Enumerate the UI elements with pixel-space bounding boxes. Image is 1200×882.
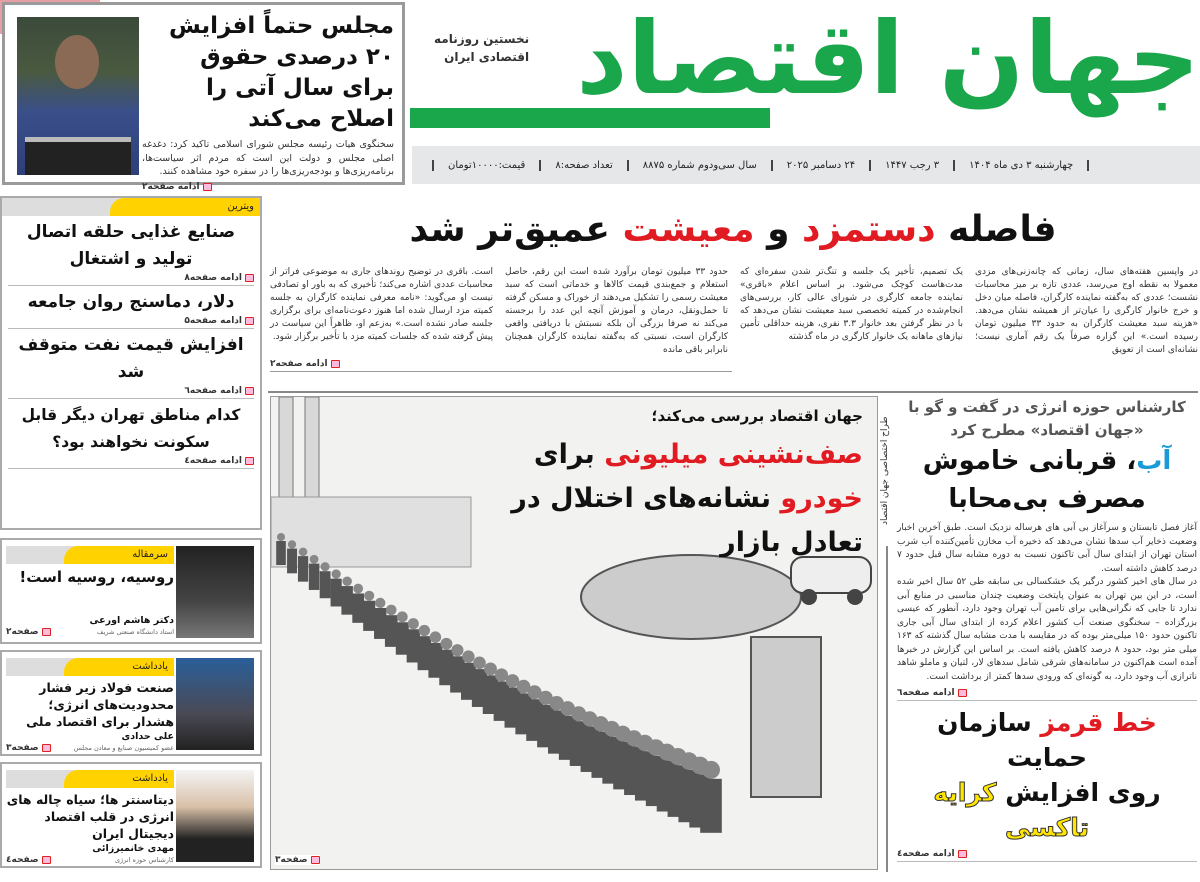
date-gregorian: ۲۴ دسامبر ۲۰۲۵	[771, 160, 869, 171]
date-hijri: ۳ رجب ۱۴۴۷	[869, 160, 953, 171]
logo-text: جهان اقتصاد	[576, 0, 1200, 117]
page-count: تعداد صفحه:۸	[539, 160, 626, 171]
water-story[interactable]	[897, 396, 1197, 862]
opinion-box[interactable]	[0, 650, 262, 756]
top-story-lead: سخنگوی هیات رئیسه مجلس شورای اسلامی تاکید کرد: دغدغه اصلی مجلس و دولت این است که مردم اثر سیاست‌ها، برنامه‌ریزی‌ها و بودجه‌ریزی‌ها را در سفره خود مشاهده کنند.	[142, 139, 394, 177]
crowd-figure-head	[484, 662, 497, 675]
author-name: مهدی خانمیرزائی	[92, 843, 174, 854]
cartoon-story[interactable]	[270, 396, 878, 870]
continue-link[interactable]: ادامه صفحه٦	[897, 688, 1197, 701]
crowd-figure-body	[287, 549, 297, 574]
page-icon	[245, 317, 254, 325]
author-role: استاد دانشگاه صنعتی شریف	[96, 627, 174, 636]
crowd-figure-body	[331, 579, 342, 607]
continue-link[interactable]: ادامه صفحه۸	[8, 273, 254, 286]
continue-link[interactable]: صفحه٤	[6, 855, 51, 865]
crowd-figure-head	[342, 577, 352, 587]
section-tab: سرمقاله	[6, 546, 174, 564]
crowd-figure-head	[451, 644, 463, 656]
story-body: آغاز فصل تابستان و سرآغاز بی آبی های هرساله نزدیک است. طبق آخرین اخبار وضعیت ذخایر آب سدها نشان می‌دهد که ذخیره آب مخازن تأمین‌کننده آب شرب استان تهران از ابتدای سال آبی تاکنون نسبت به دوره مشابه سال قبل حدود ۷ درصد کاهش داشته است.	[897, 523, 1197, 574]
page-icon	[42, 628, 51, 636]
crowd-figure-head	[419, 625, 430, 636]
vitrin-box	[0, 196, 262, 530]
author-photo	[176, 658, 254, 750]
article-column: است. باقری در توضیح روندهای جاری به موضوعی فراتر از محاسبات عددی اشاره می‌کند؛ تأخیری که به باور او تصادفی نیست او می‌گوید: «نامه معرفی نماینده کارگران به جلسه کمیته مزد ارسال شده اما هنوز دعوت‌نامه‌ای برای برگزاری جلسه صادر نشده است.» به‌زعم او، ظاهراً این سیاست در پیش گرفته شده که جلسات کمیته مزد با تأخیر برگزار شود.	[270, 267, 493, 342]
divider	[268, 391, 1198, 393]
page-icon	[245, 457, 254, 465]
crowd-figure-head	[277, 533, 285, 541]
crowd-figure-head	[440, 638, 452, 650]
page-icon	[203, 183, 212, 191]
opinion-text	[6, 658, 174, 753]
page-icon	[245, 274, 254, 282]
main-article-columns	[270, 266, 1198, 357]
vitrin-item[interactable]: صنایع غذایی حلقه اتصال تولید و اشتغال	[26, 222, 236, 269]
continue-link[interactable]: ادامه صفحه۲	[270, 359, 732, 372]
price: قیمت:۱۰۰۰۰تومان	[432, 160, 539, 171]
page-icon	[245, 387, 254, 395]
crowd-figure-head	[288, 540, 296, 548]
continue-link[interactable]: ادامه صفحه۵	[8, 316, 254, 329]
main-article	[270, 266, 1198, 372]
page-icon	[958, 850, 967, 858]
page-icon	[331, 360, 340, 368]
opinion-title[interactable]: روسیه، روسیه است!	[19, 568, 174, 586]
article-column: یک تصمیم، تأخیر یک جلسه و تنگ‌تر شدن سفره‌ای که مدت‌هاست کوچک می‌شود. بر اساس اعلام «باقری» نماینده جامعه کارگری در شورای عالی کار، بررسی‌های انجام‌شده در کمیته تخصصی سبد معیشت نشان می‌دهد که با در نظر گرفتن بعد خانوار ۳.۳ نفری، هزینه حداقلی تأمین نیازهای ماهانه یک خانوار کارگری در ماه گذشته	[740, 267, 963, 342]
crowd-figure-head	[321, 562, 330, 571]
author-photo	[176, 546, 254, 638]
issue-number: سال سی‌ودوم شماره ۸۸۷۵	[627, 160, 771, 171]
crowd-figure-body	[385, 615, 398, 647]
top-story[interactable]	[2, 2, 405, 192]
crowd-figure-head	[430, 631, 442, 643]
crowd-figure-body	[700, 779, 722, 833]
continue-link[interactable]: صفحه۲	[6, 627, 51, 637]
crowd-figure-head	[473, 657, 486, 670]
masthead-logo	[410, 0, 1200, 140]
crowd-figure-head	[353, 584, 363, 594]
cartoon-credit: طراح اختصاصی جهان اقتصاد	[880, 396, 895, 546]
taxi-story-title[interactable]: خط قرمز سازمان حمایت روی افزایش کرایه تاکسی	[933, 708, 1161, 842]
section-tab: یادداشت	[6, 658, 174, 676]
story-body: در سال های اخیر کشور درگیر یک خشکسالی بی سابقه طی ۵۲ سال اخیر شده است، در این بین تهران به عنوان پایتخت وضعیت چندان مناسبی در منابع آبی ندارد تا جایی که نگرانی‌هایی برای تامین آب تهران وجود دارد، آنطور که عیسی بزرگزاده – سخنگوی صنعت آب کشور اعلام کرده از ابتدای سال آبی جاری تاکنون حدود ۱۵۰ میلی‌متر بوده که در مقایسه با مدت مشابه سال گذشته که ۱۶۳ میلی متر بود، حدود ۸ درصد کاهش یافته است. بر اساس این گزارش در خبرها آمده است هم‌اکنون در سامانه‌های شرقی شامل سدهای لار، لتیان و ماملو شاهد ناترازی آب وجود دارد، به گونه‌ای که ورودی سدها کمتر از برداشت است.	[897, 577, 1197, 682]
continue-link[interactable]: ادامه صفحه٦	[8, 386, 254, 399]
vitrin-item[interactable]: دلار، دماسنج روان جامعه	[27, 292, 235, 312]
cartoon-title[interactable]: صف‌نشینی میلیونی برای خودرو نشانه‌های اختلال در تعادل بازار	[511, 439, 863, 558]
opinion-title[interactable]: صنعت فولاد زیر فشار محدودیت‌های انرژی؛ هشدار برای اقتصاد ملی	[26, 680, 174, 729]
author-name: علی حدادی	[121, 731, 174, 742]
crowd-figure-head	[408, 618, 419, 629]
opinion-text	[6, 546, 174, 637]
story-kicker: کارشناس حوزه انرژی در گفت و گو با «جهان اقتصاد» مطرح کرد	[908, 398, 1186, 439]
section-tab: یادداشت	[6, 770, 174, 788]
crowd-figure-body	[276, 541, 286, 565]
opinion-title[interactable]: دیتاسنتر ها؛ سیاه چاله های انرژی در قلب اقتصاد دیجیتال ایران	[6, 792, 174, 841]
page-icon	[311, 856, 320, 864]
opinion-box[interactable]	[0, 538, 262, 644]
cartoon-kicker: جهان اقتصاد بررسی می‌کند؛	[651, 407, 863, 425]
continue-link[interactable]: صفحه۳	[6, 743, 51, 753]
article-column: حدود ۳۳ میلیون تومان برآورد شده است این رقم، حاصل استعلام و جمع‌بندی قیمت کالاها و خدماتی است که سبد معیشت رسمی را تشکیل می‌دهند از خوراک و مسکن گرفته تا حمل‌ونقل، درمان و آموزش آنچه این عدد را برجسته می‌کند نه صرفا بزرگی آن بلکه نسبتش با دریافتی واقعی کارگران است، نسبتی که به‌گفته نماینده کارگران همچنان نابرابر باقی مانده	[505, 267, 728, 355]
author-name: دکتر هاشم اورعی	[89, 615, 174, 626]
opinion-text	[6, 770, 174, 865]
crowd-figure-body	[309, 564, 320, 590]
top-story-photo	[17, 17, 139, 175]
tagline	[434, 30, 529, 66]
crowd-figure-head	[299, 548, 308, 557]
crowd-figure-body	[298, 556, 308, 582]
crowd-figure-head	[364, 591, 374, 601]
crowd-figure-head	[702, 761, 720, 779]
date-bar	[412, 146, 1200, 184]
crowd-figure-body	[363, 601, 375, 631]
author-role: کارشناس حوزه انرژی	[114, 855, 174, 864]
crowd-figure-body	[352, 593, 364, 622]
crowd-figure-body	[374, 608, 386, 639]
crowd-figure-head	[397, 611, 408, 622]
story-title[interactable]: آب، قربانی خاموش مصرف بی‌محابا	[922, 446, 1172, 514]
crowd-figure-head	[331, 569, 340, 578]
tagline-line: اقتصادی ایران	[444, 50, 530, 64]
continue-link[interactable]: ادامه صفحه٤	[897, 849, 1197, 862]
vitrin-item[interactable]: کدام مناطق تهران دیگر قابل سکونت نخواهند بود؟	[21, 406, 241, 451]
page-icon	[42, 744, 51, 752]
top-story-title[interactable]: مجلس حتماً افزایش ۲۰ درصدی حقوق برای سال آتی را اصلاح می‌کند	[168, 13, 394, 132]
main-headline[interactable]: فاصله دستمزد و معیشت عمیق‌تر شد	[409, 209, 1057, 250]
crowd-figure-body	[320, 571, 331, 598]
crowd-figure-head	[386, 605, 397, 616]
page-icon	[42, 856, 51, 864]
crowd-figure-head	[462, 650, 474, 662]
opinion-box[interactable]	[0, 762, 262, 868]
tagline-line: نخستین روزنامه	[434, 32, 530, 46]
continue-link[interactable]	[142, 182, 212, 192]
crowd-figure-head	[310, 555, 319, 564]
date-persian: چهارشنبه ۳ دی ماه ۱۴۰۴	[953, 160, 1089, 171]
crowd-figure-head	[375, 598, 385, 608]
vitrin-item[interactable]: افزایش قیمت نفت متوقف شد	[18, 335, 244, 382]
article-column: در واپسین هفته‌های سال، زمانی که چانه‌زنی‌های مزدی معمولا به نقطه اوج می‌رسد، عددی تازه بر میز محاسبات نشست؛ عددی که به‌گفته نماینده کارگران، فاصله میان دخل و خرج خانوار کارگری را عیان‌تر از همیشه نشان می‌دهد. «هزینه سبد معیشت کارگران به حدود ۳۳ میلیون تومان رسیده است.» این گزاره صرفاً یک رقم آماری نیست؛ نشانه‌ای است از تعویق	[975, 267, 1198, 355]
continue-link[interactable]: صفحه۳	[275, 855, 320, 865]
author-role: عضو کمیسیون صنایع و معادن مجلس	[73, 743, 174, 752]
section-tab: ویترین	[2, 198, 260, 216]
top-story-text	[142, 11, 394, 192]
page-icon	[958, 689, 967, 697]
author-photo	[176, 770, 254, 862]
continue-label: ادامه صفحه۲	[142, 181, 200, 192]
crowd-figure-body	[341, 586, 352, 615]
continue-link[interactable]: ادامه صفحه٤	[8, 456, 254, 469]
